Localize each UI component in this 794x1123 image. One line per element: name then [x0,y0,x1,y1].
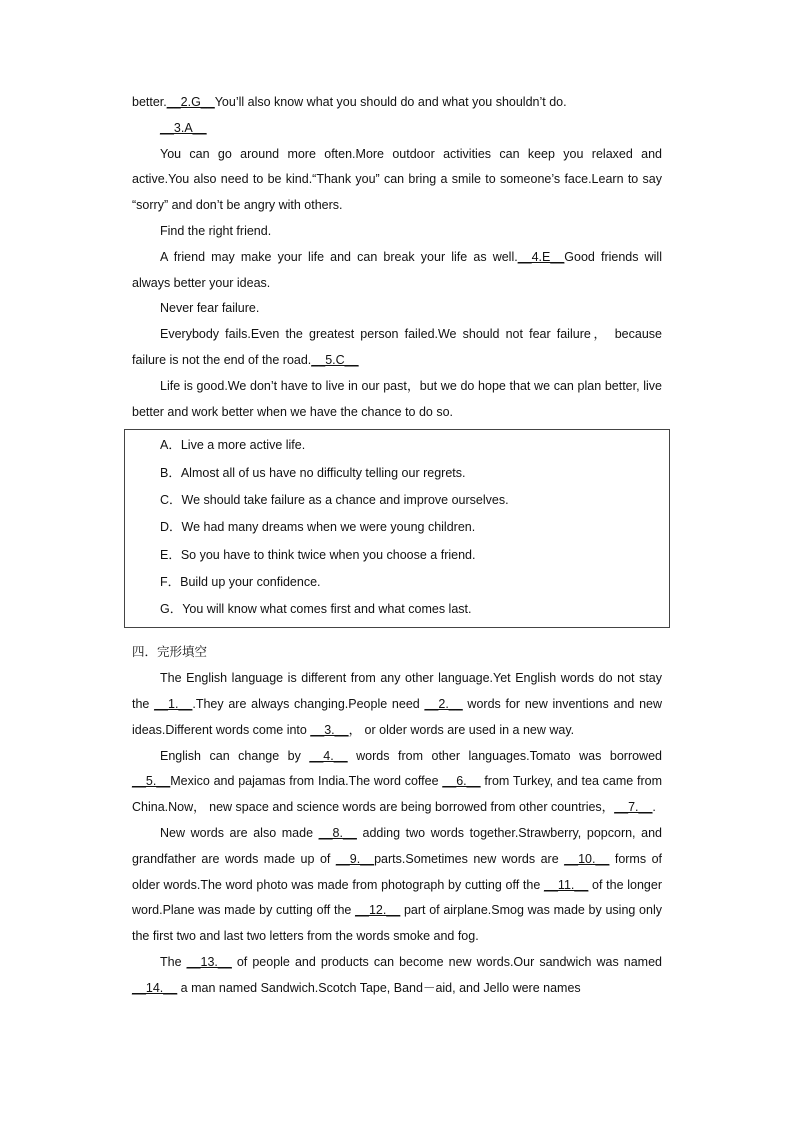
options-box [124,429,670,628]
text: better. [132,95,167,109]
cloze-paragraph-1 [132,666,662,743]
reading-paragraph-4 [132,322,662,374]
cloze-blank-2: __2.__ [424,697,463,712]
option-a: A．Live a more active life. [160,438,306,453]
reading-paragraph-2: You can go around more often.More outdoor activities can keep you relaxed and active.You also need to be kind.“Thank you” can bring a smile to someone’s face.Learn to say “sorry” and don’t be angry with others. [132,146,662,213]
cloze-blank-12: __12.__ [355,903,401,918]
section-heading-cloze: 四．完形填空 [132,645,208,660]
option-g: G．You will know what comes first and what comes last. [160,602,472,617]
text: ， or older words are used in a new way. [348,722,575,737]
reading-heading-friend: Find the right friend. [160,223,272,238]
text: parts.Sometimes new words are [374,851,565,866]
text: . [652,800,656,815]
cloze-blank-3: __3.__ [310,722,349,737]
answer-blank-2: __2.G__ [166,95,215,109]
cloze-blank-14: __14.__ [132,980,178,995]
reading-heading-failure: Never fear failure. [160,301,260,316]
text: The [160,955,187,969]
text: .They are always changing.People need [192,697,425,712]
cloze-blank-9: __9.__ [335,851,375,866]
text: words from other languages.Tomato was borrowed [347,748,662,763]
option-f: F．Build up your confidence. [160,574,321,589]
cloze-blank-5: __5.__ [132,774,171,789]
cloze-blank-10: __10.__ [564,851,610,866]
text: New words are also made [160,826,319,841]
answer-blank-3-line [132,116,662,142]
text: words for new inventions and new ideas.Different words come into [132,697,662,737]
cloze-blank-7: __7.__ [614,800,653,815]
document-page [132,90,662,1002]
text: part of airplane.Smog was made by using only the first two and last two letters from the words smoke and fog. [132,903,662,944]
cloze-blank-13: __13.__ [186,955,232,969]
text: Everybody fails.Even the greatest person failed.We should not fear failure， because failure is not the end of the road. [132,327,662,367]
text: of people and products can become new words.Our sandwich was named [231,955,663,969]
option-c: C．We should take failure as a chance and improve ourselves. [160,492,509,507]
text: of the longer word.Plane was made by cutting off the [132,877,662,918]
reading-paragraph-3 [132,245,662,297]
cloze-blank-11: __11.__ [544,877,589,892]
text: You’ll also know what you should do and what you shouldn’t do. [214,95,567,109]
cloze-blank-8: __8.__ [318,826,357,841]
option-d: D．We had many dreams when we were young children. [160,520,476,535]
text: Good friends will always better your ideas. [132,249,662,290]
text: from Turkey, and tea came from China.Now， new space and science words are being borrowed from other countries， [132,774,663,815]
text: forms of older words.The word photo was made from photograph by cutting off the [132,851,663,892]
reading-paragraph-5: Life is good.We don’t have to live in our past，but we do hope that we can plan better, live better and work better when we have the chance to do so. [132,378,662,419]
text: a man named Sandwich.Scotch Tape, Band－aid, and Jello were names [177,980,581,995]
cloze-paragraph-3 [132,821,662,950]
option-e: E．So you have to think twice when you choose a friend. [160,547,476,562]
answer-blank-3: __3.A__ [160,120,207,135]
text: Mexico and pajamas from India.The word coffee [170,774,443,789]
cloze-blank-4: __4.__ [309,748,348,763]
cloze-paragraph-2 [132,744,662,821]
answer-blank-4: __4.E__ [517,249,565,264]
text: adding two words together.Strawberry, popcorn, and grandfather are words made up of [132,826,662,866]
text: The English language is different from any other language.Yet English words do not stay the [132,671,662,712]
cloze-blank-6: __6.__ [442,774,481,789]
text: English can change by [160,748,310,763]
answer-blank-5: __5.C__ [311,352,359,367]
option-b: B．Almost all of us have no difficulty telling our regrets. [160,465,466,480]
text: A friend may make your life and can break your life as well. [160,249,518,264]
reading-paragraph-1 [132,90,662,116]
cloze-paragraph-4 [132,950,662,1002]
cloze-blank-1: __1.__ [154,697,193,712]
